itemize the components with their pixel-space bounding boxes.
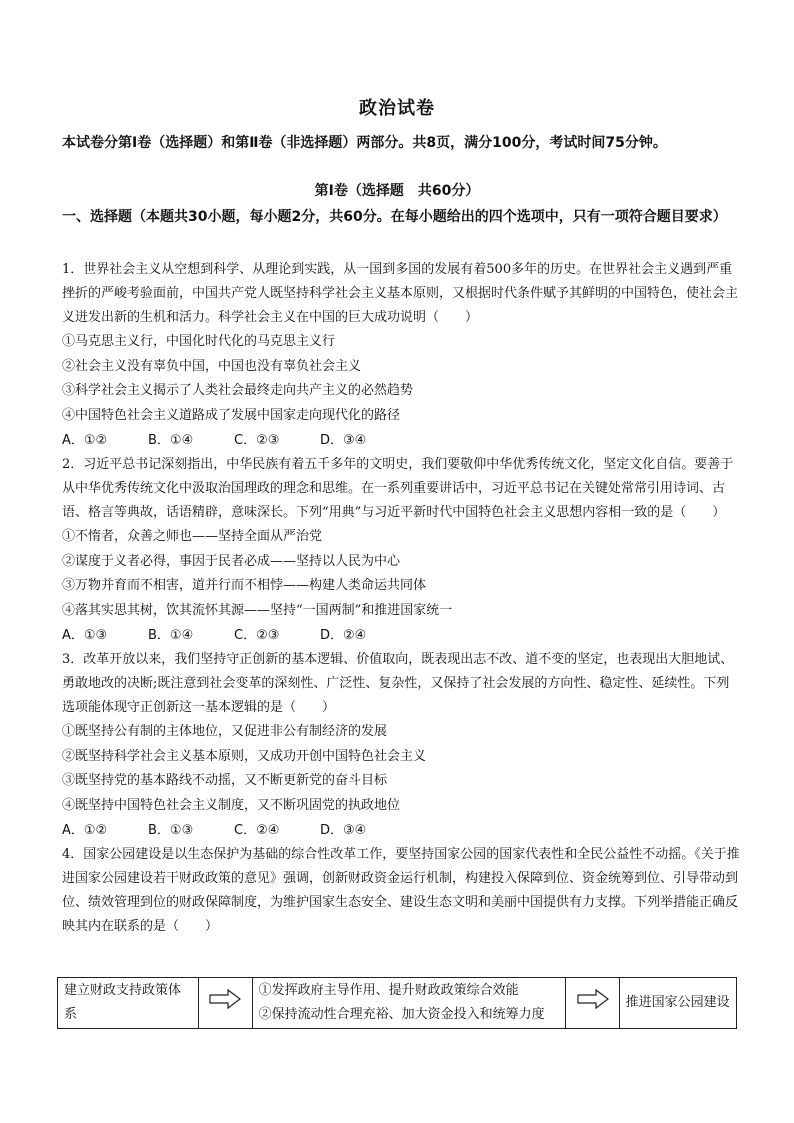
- choice-c: C．②④: [234, 823, 280, 838]
- exam-title: 政治试卷: [359, 98, 435, 119]
- choice-c: C．②③: [234, 628, 280, 643]
- question-option: ③万物并育而不相害，道并行而不相悖——构建人类命运共同体: [62, 578, 427, 593]
- choice-a: A．①②: [62, 433, 108, 448]
- flow-arrow-cell: [199, 978, 252, 1029]
- question-2: [62, 453, 742, 648]
- question-option: ④既坚持中国特色社会主义制度，又不断巩固党的执政地位: [62, 797, 401, 813]
- choice-d: D．②④: [320, 628, 367, 643]
- question-option: ③既坚持党的基本路线不动摇，又不断更新党的奋斗目标: [62, 773, 388, 788]
- question-list: [62, 258, 742, 939]
- flow-start-cell: 建立财政支持政策体系: [58, 978, 199, 1029]
- exam-intro: 本试卷分第Ⅰ卷（选择题）和第Ⅱ卷（非选择题）两部分。共8页，满分100分，考试时间75分钟。: [62, 135, 667, 151]
- answer-choices: [62, 428, 742, 453]
- choice-d: D．③④: [320, 433, 367, 448]
- answer-choices: [62, 818, 742, 843]
- question-3: [62, 648, 742, 843]
- flow-arrow-cell: [566, 978, 619, 1029]
- question-stem: 3．改革开放以来，我们坚持守正创新的基本逻辑、价值取向，既表现出志不改、道不变的坚定，也表现出大胆地试、勇敢地改的决断;既注意到社会变革的深刻性、广泛性、复杂性，又保持了社会发展的方向性、稳定性、延续性。下列选项能体现守正创新这一基本逻辑的是（ ）: [62, 652, 734, 715]
- choice-b: B．①④: [148, 628, 194, 643]
- choice-c: C．②③: [234, 433, 280, 448]
- question-stem: 4．国家公园建设是以生态保护为基础的综合性改革工作，要坚持国家公园的国家代表性和全民公益性不动摇。《关于推进国家公园建设若干财政政策的意见》强调，创新财政资金运行机制，构建投入保障到位、资金统筹到位、引导带动到位、绩效管理到位的财政保障制度，为维护国家生态安全、建设生态文明和美丽中国提供有力支撑。下列举措能正确反映其内在联系的是（ ）: [62, 847, 740, 934]
- question-4: [62, 843, 742, 939]
- flow-middle-cell: [252, 978, 566, 1029]
- question-option: ④落其实思其树，饮其流怀其源——坚持“一国两制”和推进国家统一: [62, 602, 453, 618]
- question-option: ②谋度于义者必得，事因于民者必成——坚持以人民为中心: [62, 553, 401, 569]
- part-heading: 第Ⅰ卷（选择题 共60分）: [314, 183, 480, 199]
- flow-middle-item: ②保持流动性合理充裕、加大资金投入和统筹力度: [258, 1007, 545, 1022]
- answer-choices: [62, 623, 742, 648]
- question-option: ④中国特色社会主义道路成了发展中国家走向现代化的路径: [62, 407, 401, 423]
- question-stem: 2．习近平总书记深刻指出，中华民族有着五千多年的文明史，我们要敬仰中华优秀传统文化，坚定文化自信。要善于从中华优秀传统文化中汲取治国理政的理念和思维。在一系列重要讲话中，习近平总书记在关键处常常引用诗词、古语、格言等典故，话语精辟，意味深长。下列“用典”与习近平新时代中国特色社会主义思想内容相一致的是（ ）: [62, 457, 734, 520]
- flow-diagram-table: [57, 977, 737, 1029]
- flow-end-cell: 推进国家公园建设: [619, 978, 736, 1029]
- section-heading: 一、选择题（本题共30小题，每小题2分，共60分。在每小题给出的四个选项中，只有一项符合题目要求）: [62, 209, 727, 225]
- right-arrow-icon: [208, 988, 242, 1010]
- flow-middle-item: ①发挥政府主导作用、提升财政政策综合效能: [258, 983, 519, 998]
- choice-d: D．③④: [320, 823, 367, 838]
- choice-b: B．①③: [148, 823, 194, 838]
- question-option: ①不惰者，众善之师也——坚持全面从严治党: [62, 529, 323, 544]
- choice-a: A．①③: [62, 628, 108, 643]
- question-option: ③科学社会主义揭示了人类社会最终走向共产主义的必然趋势: [62, 383, 414, 398]
- question-option: ②既坚持科学社会主义基本原则，又成功开创中国特色社会主义: [62, 748, 427, 764]
- question-option: ①马克思主义行，中国化时代化的马克思主义行: [62, 334, 336, 349]
- question-option: ②社会主义没有辜负中国，中国也没有辜负社会主义: [62, 358, 362, 374]
- right-arrow-icon: [576, 988, 610, 1010]
- choice-a: A．①②: [62, 823, 108, 838]
- choice-b: B．①④: [148, 433, 194, 448]
- question-1: [62, 258, 742, 453]
- question-stem: 1．世界社会主义从空想到科学、从理论到实践，从一国到多国的发展有着500多年的历史。在世界社会主义遇到严重挫折的严峻考验面前，中国共产党人既坚持科学社会主义基本原则，又根据时代条件赋予其鲜明的中国特色，使社会主义迸发出新的生机和活力。科学社会主义在中国的巨大成功说明（ ）: [62, 262, 739, 325]
- question-option: ①既坚持公有制的主体地位，又促进非公有制经济的发展: [62, 724, 388, 739]
